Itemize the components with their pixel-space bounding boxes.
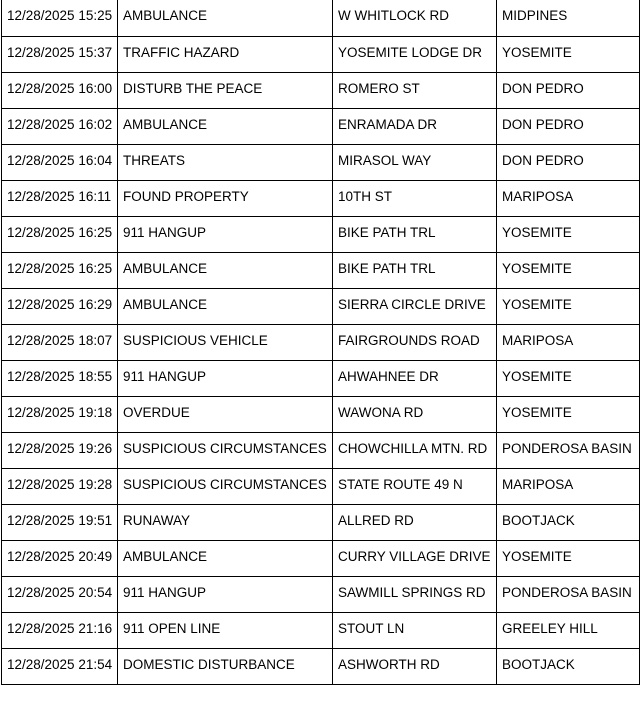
table-row xyxy=(2,180,640,216)
row-street: ENRAMADA DR xyxy=(333,108,497,144)
row-street: FAIRGROUNDS ROAD xyxy=(333,324,497,360)
row-street: YOSEMITE LODGE DR xyxy=(333,36,497,72)
row-area: MARIPOSA xyxy=(497,324,640,360)
row-datetime: 12/28/2025 20:49 xyxy=(2,540,118,576)
row-datetime: 12/28/2025 16:29 xyxy=(2,288,118,324)
table-row xyxy=(2,72,640,108)
row-street: STOUT LN xyxy=(333,612,497,648)
row-call-type: 911 HANGUP xyxy=(118,576,333,612)
row-street: CHOWCHILLA MTN. RD xyxy=(333,432,497,468)
row-call-type: SUSPICIOUS CIRCUMSTANCES xyxy=(118,468,333,504)
row-area: BOOTJACK xyxy=(497,648,640,684)
row-area: MARIPOSA xyxy=(497,468,640,504)
table-row xyxy=(2,0,640,36)
row-datetime: 12/28/2025 18:55 xyxy=(2,360,118,396)
table-row xyxy=(2,288,640,324)
row-street: MIRASOL WAY xyxy=(333,144,497,180)
row-call-type: 911 HANGUP xyxy=(118,216,333,252)
row-area: MARIPOSA xyxy=(497,180,640,216)
table-row xyxy=(2,360,640,396)
row-datetime: 12/28/2025 16:02 xyxy=(2,108,118,144)
table-row xyxy=(2,324,640,360)
row-area: GREELEY HILL xyxy=(497,612,640,648)
row-area: BOOTJACK xyxy=(497,504,640,540)
row-area: YOSEMITE xyxy=(497,36,640,72)
row-call-type: DOMESTIC DISTURBANCE xyxy=(118,648,333,684)
row-call-type: AMBULANCE xyxy=(118,0,333,36)
table-row xyxy=(2,144,640,180)
table-row xyxy=(2,432,640,468)
row-datetime: 12/28/2025 20:54 xyxy=(2,576,118,612)
row-area: YOSEMITE xyxy=(497,252,640,288)
row-area: MIDPINES xyxy=(497,0,640,36)
table-row xyxy=(2,540,640,576)
row-area: YOSEMITE xyxy=(497,216,640,252)
row-street: AHWAHNEE DR xyxy=(333,360,497,396)
row-call-type: DISTURB THE PEACE xyxy=(118,72,333,108)
table-row xyxy=(2,468,640,504)
row-area: PONDEROSA BASIN xyxy=(497,432,640,468)
table-row xyxy=(2,252,640,288)
row-street: W WHITLOCK RD xyxy=(333,0,497,36)
row-area: DON PEDRO xyxy=(497,72,640,108)
row-call-type: OVERDUE xyxy=(118,396,333,432)
row-call-type: AMBULANCE xyxy=(118,288,333,324)
row-call-type: AMBULANCE xyxy=(118,252,333,288)
row-street: WAWONA RD xyxy=(333,396,497,432)
row-datetime: 12/28/2025 18:07 xyxy=(2,324,118,360)
table-row xyxy=(2,108,640,144)
row-area: YOSEMITE xyxy=(497,396,640,432)
row-call-type: AMBULANCE xyxy=(118,108,333,144)
row-call-type: RUNAWAY xyxy=(118,504,333,540)
row-datetime: 12/28/2025 21:54 xyxy=(2,648,118,684)
row-datetime: 12/28/2025 16:25 xyxy=(2,252,118,288)
row-street: BIKE PATH TRL xyxy=(333,252,497,288)
table-row xyxy=(2,216,640,252)
row-area: YOSEMITE xyxy=(497,360,640,396)
row-street: CURRY VILLAGE DRIVE xyxy=(333,540,497,576)
row-area: DON PEDRO xyxy=(497,144,640,180)
row-call-type: 911 OPEN LINE xyxy=(118,612,333,648)
table-row xyxy=(2,612,640,648)
row-area: PONDEROSA BASIN xyxy=(497,576,640,612)
row-street: ROMERO ST xyxy=(333,72,497,108)
row-call-type: AMBULANCE xyxy=(118,540,333,576)
row-street: ALLRED RD xyxy=(333,504,497,540)
row-area: YOSEMITE xyxy=(497,288,640,324)
row-area: YOSEMITE xyxy=(497,540,640,576)
table-row xyxy=(2,396,640,432)
row-datetime: 12/28/2025 15:37 xyxy=(2,36,118,72)
row-datetime: 12/28/2025 16:00 xyxy=(2,72,118,108)
row-street: BIKE PATH TRL xyxy=(333,216,497,252)
row-area: DON PEDRO xyxy=(497,108,640,144)
row-call-type: THREATS xyxy=(118,144,333,180)
row-street: SIERRA CIRCLE DRIVE xyxy=(333,288,497,324)
row-street: STATE ROUTE 49 N xyxy=(333,468,497,504)
row-datetime: 12/28/2025 16:11 xyxy=(2,180,118,216)
row-datetime: 12/28/2025 19:18 xyxy=(2,396,118,432)
table-row xyxy=(2,576,640,612)
row-street: SAWMILL SPRINGS RD xyxy=(333,576,497,612)
row-call-type: SUSPICIOUS CIRCUMSTANCES xyxy=(118,432,333,468)
row-street: ASHWORTH RD xyxy=(333,648,497,684)
row-call-type: 911 HANGUP xyxy=(118,360,333,396)
row-call-type: FOUND PROPERTY xyxy=(118,180,333,216)
row-datetime: 12/28/2025 19:28 xyxy=(2,468,118,504)
row-datetime: 12/28/2025 16:04 xyxy=(2,144,118,180)
row-call-type: SUSPICIOUS VEHICLE xyxy=(118,324,333,360)
table-row xyxy=(2,36,640,72)
row-datetime: 12/28/2025 16:25 xyxy=(2,216,118,252)
table-row xyxy=(2,648,640,684)
call-log-body xyxy=(2,0,640,684)
row-call-type: TRAFFIC HAZARD xyxy=(118,36,333,72)
row-datetime: 12/28/2025 19:51 xyxy=(2,504,118,540)
row-datetime: 12/28/2025 21:16 xyxy=(2,612,118,648)
call-log-table xyxy=(1,0,640,685)
row-street: 10TH ST xyxy=(333,180,497,216)
row-datetime: 12/28/2025 19:26 xyxy=(2,432,118,468)
table-row xyxy=(2,504,640,540)
row-datetime: 12/28/2025 15:25 xyxy=(2,0,118,36)
